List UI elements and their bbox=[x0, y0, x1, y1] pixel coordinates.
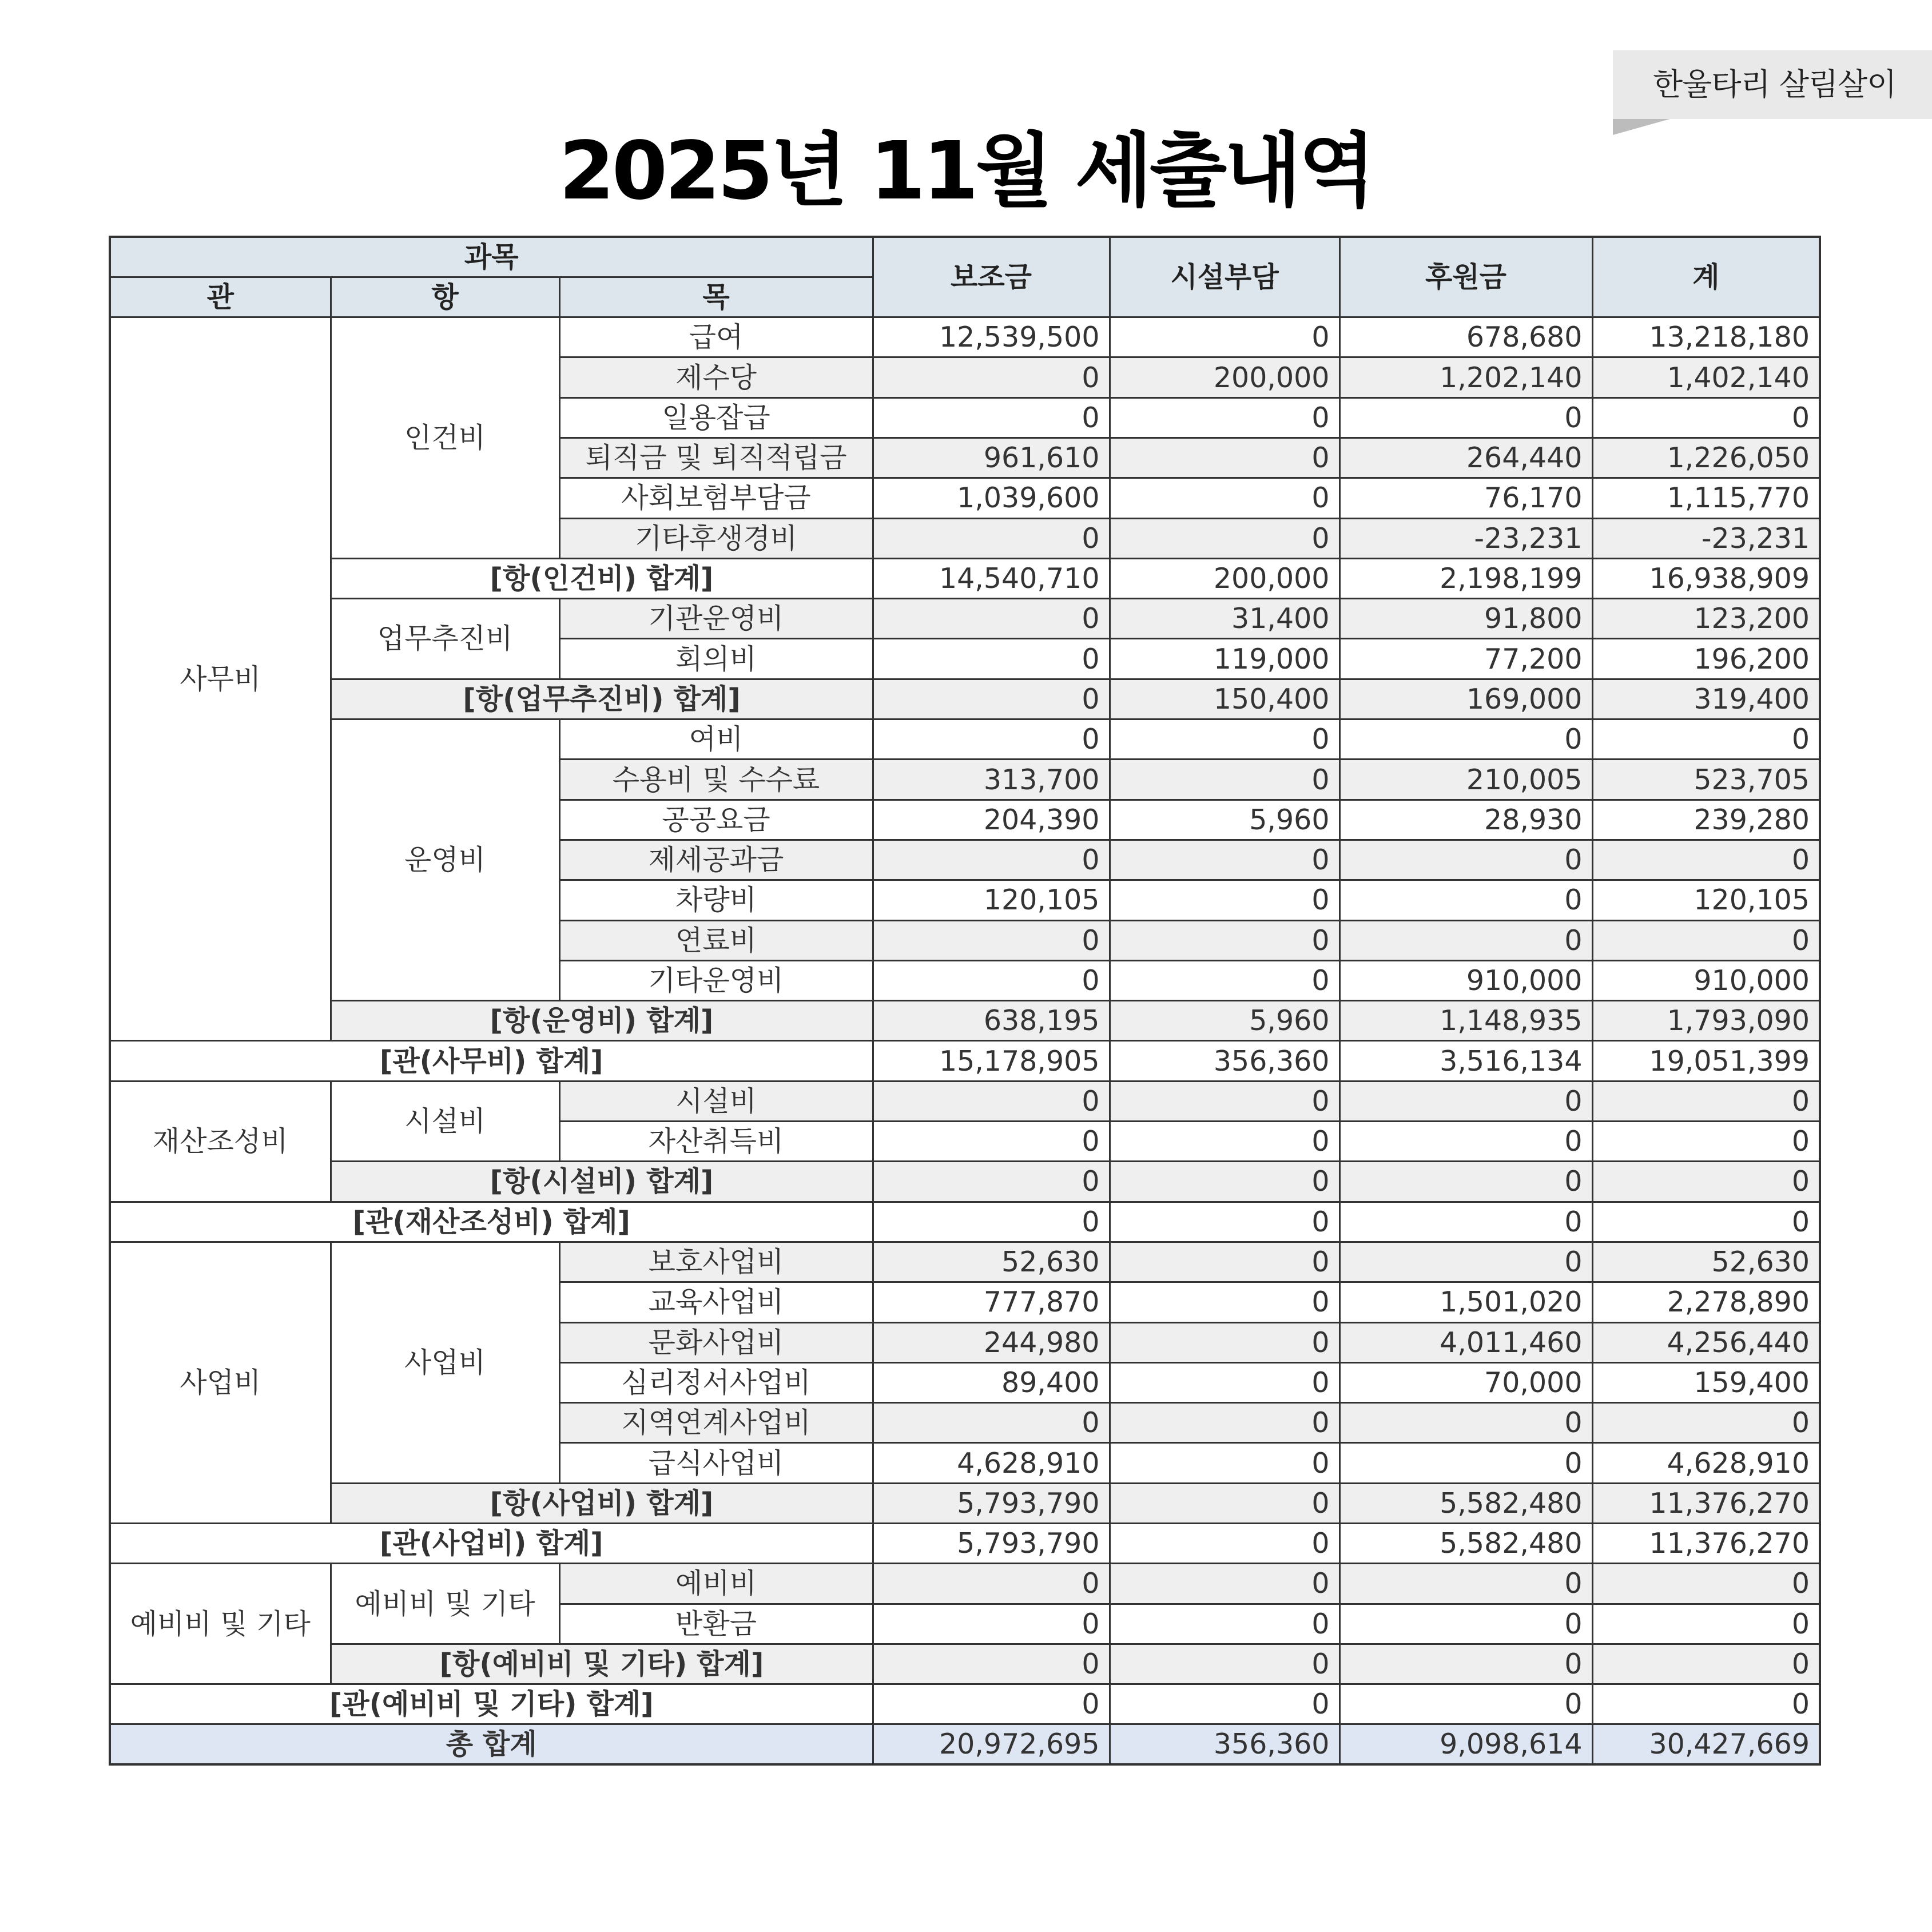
subsidy-cell: 313,700 bbox=[873, 760, 1110, 800]
table-row bbox=[110, 599, 1820, 639]
facility-cell: 0 bbox=[1110, 1524, 1339, 1564]
donation-cell: 0 bbox=[1339, 880, 1592, 920]
total-cell: 0 bbox=[1592, 719, 1820, 760]
subsidy-cell: 0 bbox=[873, 357, 1110, 397]
subsidy-cell: 0 bbox=[873, 1081, 1110, 1121]
facility-cell: 0 bbox=[1110, 719, 1339, 760]
total-cell: 19,051,399 bbox=[1592, 1041, 1820, 1081]
mok-cell: 여비 bbox=[559, 719, 873, 760]
donation-cell: 0 bbox=[1339, 1644, 1592, 1684]
facility-cell: 0 bbox=[1110, 1282, 1339, 1322]
donation-cell: 0 bbox=[1339, 1443, 1592, 1483]
subsidy-cell: 89,400 bbox=[873, 1362, 1110, 1402]
mok-cell: 차량비 bbox=[559, 880, 873, 920]
gwan-cell: 사업비 bbox=[110, 1242, 331, 1523]
mok-cell: 공공요금 bbox=[559, 800, 873, 840]
total-cell: 0 bbox=[1592, 1403, 1820, 1443]
mok-cell: 제세공과금 bbox=[559, 840, 873, 880]
facility-cell: 0 bbox=[1110, 1162, 1339, 1202]
gwan-total-row bbox=[110, 1202, 1820, 1242]
total-cell: 123,200 bbox=[1592, 599, 1820, 639]
donation-cell: 28,930 bbox=[1339, 800, 1592, 840]
subsidy-cell: 0 bbox=[873, 1122, 1110, 1162]
subsidy-cell: 961,610 bbox=[873, 438, 1110, 478]
total-cell: 0 bbox=[1592, 1202, 1820, 1242]
total-cell: 239,280 bbox=[1592, 800, 1820, 840]
donation-cell: 0 bbox=[1339, 397, 1592, 438]
donation-cell: 5,582,480 bbox=[1339, 1483, 1592, 1523]
subsidy-cell: 0 bbox=[873, 679, 1110, 719]
donation-cell: 264,440 bbox=[1339, 438, 1592, 478]
subsidy-cell: 52,630 bbox=[873, 1242, 1110, 1282]
mok-cell: 반환금 bbox=[559, 1604, 873, 1644]
donation-cell: 0 bbox=[1339, 840, 1592, 880]
hang-subtotal-row bbox=[110, 1001, 1820, 1041]
donation-cell: 4,011,460 bbox=[1339, 1322, 1592, 1362]
donation-cell: 678,680 bbox=[1339, 317, 1592, 357]
facility-cell: 0 bbox=[1110, 880, 1339, 920]
facility-cell: 0 bbox=[1110, 1684, 1339, 1724]
hang-subtotal-label: [항(사업비) 합계] bbox=[331, 1483, 873, 1523]
page-title: 2025년 11월 세출내역 bbox=[559, 125, 1373, 218]
donation-cell: 3,516,134 bbox=[1339, 1041, 1592, 1081]
donation-cell: 0 bbox=[1339, 1081, 1592, 1121]
total-cell: 0 bbox=[1592, 1684, 1820, 1724]
total-cell: 13,218,180 bbox=[1592, 317, 1820, 357]
total-cell: 30,427,669 bbox=[1592, 1724, 1820, 1764]
facility-cell: 150,400 bbox=[1110, 679, 1339, 719]
facility-cell: 0 bbox=[1110, 1202, 1339, 1242]
total-cell: 4,256,440 bbox=[1592, 1322, 1820, 1362]
donation-cell: 0 bbox=[1339, 1564, 1592, 1604]
total-cell: 0 bbox=[1592, 840, 1820, 880]
donation-cell: -23,231 bbox=[1339, 518, 1592, 558]
donation-cell: 5,582,480 bbox=[1339, 1524, 1592, 1564]
facility-cell: 0 bbox=[1110, 397, 1339, 438]
header-gwan: 관 bbox=[110, 277, 331, 317]
donation-cell: 210,005 bbox=[1339, 760, 1592, 800]
gwan-cell: 재산조성비 bbox=[110, 1081, 331, 1202]
facility-cell: 0 bbox=[1110, 438, 1339, 478]
hang-cell: 운영비 bbox=[331, 719, 559, 1001]
gwan-total-label: [관(재산조성비) 합계] bbox=[110, 1202, 873, 1242]
facility-cell: 0 bbox=[1110, 1242, 1339, 1282]
mok-cell: 교육사업비 bbox=[559, 1282, 873, 1322]
total-cell: 910,000 bbox=[1592, 960, 1820, 1000]
mok-cell: 자산취득비 bbox=[559, 1122, 873, 1162]
header-subsidy: 보조금 bbox=[873, 237, 1110, 317]
donation-cell: 910,000 bbox=[1339, 960, 1592, 1000]
subsidy-cell: 204,390 bbox=[873, 800, 1110, 840]
header-donation: 후원금 bbox=[1339, 237, 1592, 317]
hang-subtotal-row bbox=[110, 558, 1820, 598]
gwan-cell: 사무비 bbox=[110, 317, 331, 1041]
mok-cell: 시설비 bbox=[559, 1081, 873, 1121]
subsidy-cell: 14,540,710 bbox=[873, 558, 1110, 598]
header-mok: 목 bbox=[559, 277, 873, 317]
subsidy-cell: 0 bbox=[873, 518, 1110, 558]
table-row bbox=[110, 719, 1820, 760]
subsidy-cell: 0 bbox=[873, 1644, 1110, 1684]
total-cell: 11,376,270 bbox=[1592, 1524, 1820, 1564]
mok-cell: 급여 bbox=[559, 317, 873, 357]
subsidy-cell: 5,793,790 bbox=[873, 1524, 1110, 1564]
subsidy-cell: 0 bbox=[873, 1684, 1110, 1724]
expenditure-table bbox=[109, 236, 1821, 1766]
header-hang: 항 bbox=[331, 277, 559, 317]
donation-cell: 9,098,614 bbox=[1339, 1724, 1592, 1764]
facility-cell: 31,400 bbox=[1110, 599, 1339, 639]
mok-cell: 기관운영비 bbox=[559, 599, 873, 639]
grand-total-row bbox=[110, 1724, 1820, 1764]
facility-cell: 0 bbox=[1110, 1564, 1339, 1604]
header-facility: 시설부담 bbox=[1110, 237, 1339, 317]
donation-cell: 0 bbox=[1339, 1122, 1592, 1162]
mok-cell: 제수당 bbox=[559, 357, 873, 397]
donation-cell: 0 bbox=[1339, 1604, 1592, 1644]
total-cell: 0 bbox=[1592, 397, 1820, 438]
donation-cell: 76,170 bbox=[1339, 478, 1592, 518]
subsidy-cell: 0 bbox=[873, 1564, 1110, 1604]
total-cell: 0 bbox=[1592, 920, 1820, 960]
total-cell: 0 bbox=[1592, 1564, 1820, 1604]
subsidy-cell: 1,039,600 bbox=[873, 478, 1110, 518]
donation-cell: 0 bbox=[1339, 920, 1592, 960]
facility-cell: 119,000 bbox=[1110, 639, 1339, 679]
mok-cell: 퇴직금 및 퇴직적립금 bbox=[559, 438, 873, 478]
donation-cell: 0 bbox=[1339, 1684, 1592, 1724]
facility-cell: 0 bbox=[1110, 960, 1339, 1000]
mok-cell: 기타운영비 bbox=[559, 960, 873, 1000]
hang-subtotal-label: [항(운영비) 합계] bbox=[331, 1001, 873, 1041]
total-cell: 1,226,050 bbox=[1592, 438, 1820, 478]
subsidy-cell: 0 bbox=[873, 920, 1110, 960]
donation-cell: 0 bbox=[1339, 1242, 1592, 1282]
subsidy-cell: 12,539,500 bbox=[873, 317, 1110, 357]
facility-cell: 0 bbox=[1110, 1403, 1339, 1443]
facility-cell: 356,360 bbox=[1110, 1724, 1339, 1764]
donation-cell: 169,000 bbox=[1339, 679, 1592, 719]
total-cell: 11,376,270 bbox=[1592, 1483, 1820, 1523]
mok-cell: 수용비 및 수수료 bbox=[559, 760, 873, 800]
hang-subtotal-row bbox=[110, 1644, 1820, 1684]
total-cell: 523,705 bbox=[1592, 760, 1820, 800]
hang-subtotal-row bbox=[110, 1483, 1820, 1523]
hang-subtotal-label: [항(예비비 및 기타) 합계] bbox=[331, 1644, 873, 1684]
facility-cell: 5,960 bbox=[1110, 800, 1339, 840]
donation-cell: 1,202,140 bbox=[1339, 357, 1592, 397]
facility-cell: 0 bbox=[1110, 760, 1339, 800]
table-body bbox=[110, 317, 1820, 1765]
subsidy-cell: 0 bbox=[873, 397, 1110, 438]
table-row bbox=[110, 1081, 1820, 1121]
donation-cell: 1,148,935 bbox=[1339, 1001, 1592, 1041]
mok-cell: 심리정서사업비 bbox=[559, 1362, 873, 1402]
total-cell: 0 bbox=[1592, 1162, 1820, 1202]
donation-cell: 1,501,020 bbox=[1339, 1282, 1592, 1322]
subsidy-cell: 0 bbox=[873, 1162, 1110, 1202]
total-cell: 0 bbox=[1592, 1081, 1820, 1121]
facility-cell: 5,960 bbox=[1110, 1001, 1339, 1041]
mok-cell: 회의비 bbox=[559, 639, 873, 679]
donation-cell: 0 bbox=[1339, 1403, 1592, 1443]
mok-cell: 연료비 bbox=[559, 920, 873, 960]
facility-cell: 200,000 bbox=[1110, 357, 1339, 397]
gwan-total-row bbox=[110, 1041, 1820, 1081]
facility-cell: 356,360 bbox=[1110, 1041, 1339, 1081]
total-cell: 2,278,890 bbox=[1592, 1282, 1820, 1322]
facility-cell: 0 bbox=[1110, 1081, 1339, 1121]
facility-cell: 0 bbox=[1110, 1443, 1339, 1483]
subsidy-cell: 4,628,910 bbox=[873, 1443, 1110, 1483]
subsidy-cell: 0 bbox=[873, 960, 1110, 1000]
total-cell: 319,400 bbox=[1592, 679, 1820, 719]
facility-cell: 0 bbox=[1110, 1122, 1339, 1162]
subsidy-cell: 5,793,790 bbox=[873, 1483, 1110, 1523]
total-cell: 4,628,910 bbox=[1592, 1443, 1820, 1483]
facility-cell: 0 bbox=[1110, 518, 1339, 558]
mok-cell: 기타후생경비 bbox=[559, 518, 873, 558]
header-subject: 과목 bbox=[110, 237, 873, 277]
gwan-total-label: [관(예비비 및 기타) 합계] bbox=[110, 1684, 873, 1724]
total-cell: 159,400 bbox=[1592, 1362, 1820, 1402]
hang-cell: 사업비 bbox=[331, 1242, 559, 1483]
total-cell: 0 bbox=[1592, 1604, 1820, 1644]
subsidy-cell: 0 bbox=[873, 1403, 1110, 1443]
facility-cell: 0 bbox=[1110, 1604, 1339, 1644]
total-cell: 1,793,090 bbox=[1592, 1001, 1820, 1041]
subsidy-cell: 638,195 bbox=[873, 1001, 1110, 1041]
total-cell: 120,105 bbox=[1592, 880, 1820, 920]
total-cell: 52,630 bbox=[1592, 1242, 1820, 1282]
hang-subtotal-label: [항(업무추진비) 합계] bbox=[331, 679, 873, 719]
mok-cell: 사회보험부담금 bbox=[559, 478, 873, 518]
facility-cell: 0 bbox=[1110, 840, 1339, 880]
hang-subtotal-label: [항(시설비) 합계] bbox=[331, 1162, 873, 1202]
subsidy-cell: 0 bbox=[873, 719, 1110, 760]
donation-cell: 70,000 bbox=[1339, 1362, 1592, 1402]
subsidy-cell: 15,178,905 bbox=[873, 1041, 1110, 1081]
subsidy-cell: 777,870 bbox=[873, 1282, 1110, 1322]
donation-cell: 0 bbox=[1339, 1202, 1592, 1242]
facility-cell: 0 bbox=[1110, 1322, 1339, 1362]
hang-cell: 시설비 bbox=[331, 1081, 559, 1162]
subsidy-cell: 0 bbox=[873, 840, 1110, 880]
donation-cell: 91,800 bbox=[1339, 599, 1592, 639]
gwan-total-row bbox=[110, 1684, 1820, 1724]
facility-cell: 0 bbox=[1110, 920, 1339, 960]
facility-cell: 0 bbox=[1110, 317, 1339, 357]
subsidy-cell: 0 bbox=[873, 1604, 1110, 1644]
mok-cell: 일용잡급 bbox=[559, 397, 873, 438]
donation-cell: 0 bbox=[1339, 719, 1592, 760]
table-row bbox=[110, 1242, 1820, 1282]
subsidy-cell: 120,105 bbox=[873, 880, 1110, 920]
subsidy-cell: 0 bbox=[873, 1202, 1110, 1242]
total-cell: 1,115,770 bbox=[1592, 478, 1820, 518]
table-row bbox=[110, 1564, 1820, 1604]
hang-cell: 예비비 및 기타 bbox=[331, 1564, 559, 1644]
grand-total-label: 총 합계 bbox=[110, 1724, 873, 1764]
gwan-total-label: [관(사무비) 합계] bbox=[110, 1041, 873, 1081]
gwan-cell: 예비비 및 기타 bbox=[110, 1564, 331, 1684]
mok-cell: 급식사업비 bbox=[559, 1443, 873, 1483]
facility-cell: 0 bbox=[1110, 1644, 1339, 1684]
total-cell: -23,231 bbox=[1592, 518, 1820, 558]
header-total: 계 bbox=[1592, 237, 1820, 317]
mok-cell: 보호사업비 bbox=[559, 1242, 873, 1282]
facility-cell: 0 bbox=[1110, 478, 1339, 518]
hang-cell: 인건비 bbox=[331, 317, 559, 559]
donation-cell: 0 bbox=[1339, 1162, 1592, 1202]
gwan-total-label: [관(사업비) 합계] bbox=[110, 1524, 873, 1564]
hang-subtotal-label: [항(인건비) 합계] bbox=[331, 558, 873, 598]
subsidy-cell: 0 bbox=[873, 639, 1110, 679]
donation-cell: 77,200 bbox=[1339, 639, 1592, 679]
total-cell: 0 bbox=[1592, 1644, 1820, 1684]
subsidy-cell: 20,972,695 bbox=[873, 1724, 1110, 1764]
donation-cell: 2,198,199 bbox=[1339, 558, 1592, 598]
facility-cell: 0 bbox=[1110, 1483, 1339, 1523]
total-cell: 16,938,909 bbox=[1592, 558, 1820, 598]
facility-cell: 0 bbox=[1110, 1362, 1339, 1402]
hang-cell: 업무추진비 bbox=[331, 599, 559, 679]
gwan-total-row bbox=[110, 1524, 1820, 1564]
table-row bbox=[110, 317, 1820, 357]
facility-cell: 200,000 bbox=[1110, 558, 1339, 598]
total-cell: 0 bbox=[1592, 1122, 1820, 1162]
mok-cell: 지역연계사업비 bbox=[559, 1403, 873, 1443]
total-cell: 196,200 bbox=[1592, 639, 1820, 679]
mok-cell: 문화사업비 bbox=[559, 1322, 873, 1362]
hang-subtotal-row bbox=[110, 1162, 1820, 1202]
mok-cell: 예비비 bbox=[559, 1564, 873, 1604]
total-cell: 1,402,140 bbox=[1592, 357, 1820, 397]
subsidy-cell: 244,980 bbox=[873, 1322, 1110, 1362]
hang-subtotal-row bbox=[110, 679, 1820, 719]
subsidy-cell: 0 bbox=[873, 599, 1110, 639]
page-tag: 한울타리 살림살이 bbox=[1613, 50, 1932, 119]
